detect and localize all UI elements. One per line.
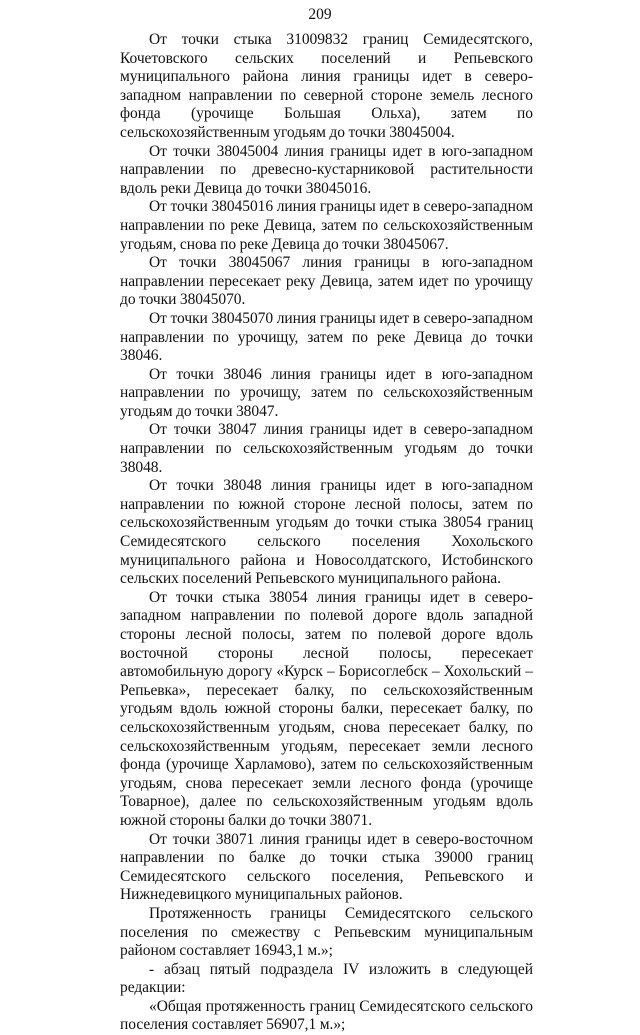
- paragraph: Протяженность границы Семидесятского сельского поселения по смежеству с Репьевским муниципальным районом составляет 16943,1 м.»;: [120, 904, 533, 960]
- document-body: [120, 31, 533, 1035]
- paragraph: От точки 38045070 линия границы идет в северо-западном направлении по урочищу, затем по реке Девица до точки 38046.: [120, 309, 533, 365]
- paragraph: От точки 38046 линия границы идет в юго-западном направлении по урочищу, затем по сельскохозяйственным угодьям до точки 38047.: [120, 365, 533, 420]
- paragraph: От точки 38071 линия границы идет в северо-восточном направлении по балке до точки стыка 39000 границ Семидесятского сельского поселения, Репьевского и Нижнедевицкого муниципальных районов.: [120, 830, 533, 904]
- paragraph: От точки стыка 38054 линия границы идет в северо-западном направлении по полевой дороге вдоль западной стороны лесной полосы, затем по полевой дороге вдоль восточной стороны лесной полосы, пересекает автомобильную дорогу «Курск – Борисоглебск – Хохольский – Репьевка», пересекает балку, по сельскохозяйственным угодьям вдоль южной стороны балки, пересекает балку, по сельскохозяйственным угодьям, снова пересекает балку, по сельскохозяйственным угодьям, пересекает земли лесного фонда (урочище Харламово), затем по сельскохозяйственным угодьям, снова пересекает земли лесного фонда (урочище Товарное), далее по сельскохозяйственным угодьям вдоль южной стороны балки до точки 38071.: [120, 588, 533, 829]
- paragraph: От точки 38045067 линия границы в юго-западном направлении пересекает реку Девица, затем идет по урочищу до точки 38045070.: [120, 254, 533, 309]
- paragraph: От точки 38045016 линия границы идет в северо-западном направлении по реке Девица, затем по сельскохозяйственным угодьям, снова по реке Девица до точки 38045067.: [120, 198, 533, 253]
- paragraph: От точки 38045004 линия границы идет в юго-западном направлении по древесно-кустарниковой растительности вдоль реки Девица до точки 38045016.: [120, 142, 533, 197]
- paragraph: От точки 38048 линия границы идет в юго-западном направлении по южной стороне лесной полосы, затем по сельскохозяйственным угодьям до точки стыка 38054 границ Семидесятского сельского поселения Хохольского муниципального района и Новосолдатского, Истобинского сельских поселений Репьевского муниципального района.: [120, 477, 533, 588]
- paragraph: - абзац пятый подраздела IV изложить в следующей редакции:: [120, 960, 533, 997]
- paragraph: От точки 38047 линия границы идет в северо-западном направлении по сельскохозяйственным угодьям до точки 38048.: [120, 421, 533, 476]
- paragraph: От точки стыка 31009832 границ Семидесятского, Кочетовского сельских поселений и Репьевского муниципального района линия границы идет в северо-западном направлении по северной стороне земель лесного фонда (урочище Большая Ольха), затем по сельскохозяйственным угодьям до точки 38045004.: [120, 31, 533, 141]
- paragraph: «Общая протяженность границ Семидесятского сельского поселения составляет 56907,1 м.»;: [120, 997, 533, 1034]
- page-number: 209: [308, 6, 332, 23]
